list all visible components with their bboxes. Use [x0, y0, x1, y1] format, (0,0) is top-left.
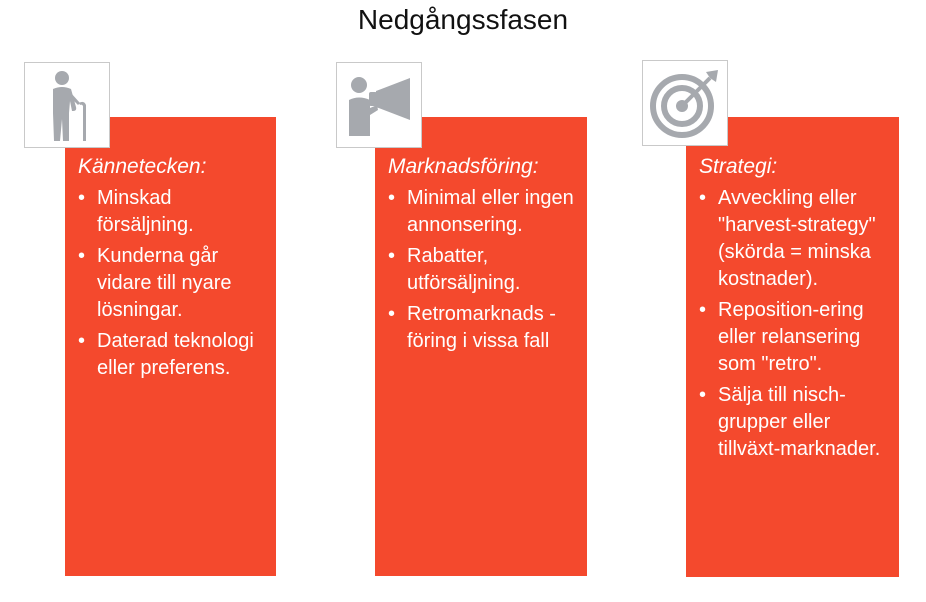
bullet-item: • Reposition-ering eller relansering som "retro". [699, 297, 889, 378]
marketing-card [375, 117, 587, 576]
bullet-list [388, 185, 577, 355]
page-title: Nedgångssfasen [357, 4, 569, 35]
card-heading: Marknadsföring: [388, 155, 539, 178]
card-heading: Strategi: [699, 155, 778, 178]
bullet-item: • Minimal eller ingen annonsering. [388, 185, 577, 239]
bullet-item: • Rabatter, utförsäljning. [388, 243, 577, 297]
bullet-item: • Kunderna går vidare till nyare lösningar. [78, 243, 266, 324]
bullet-item: • Retromarknads -föring i vissa fall [388, 301, 577, 355]
bullet-list [78, 185, 266, 382]
bullet-item: • Avveckling eller "harvest-strategy" (skörda = minska kostnader). [699, 185, 889, 293]
elderly-person-with-cane-icon [24, 62, 110, 148]
card-heading: Kännetecken: [78, 155, 207, 178]
target-with-arrow-icon [642, 60, 728, 146]
bullet-item: • Minskad försäljning. [78, 185, 266, 239]
bullet-item: • Sälja till nisch-grupper eller tillväxt-marknader. [699, 382, 889, 463]
bullet-item: • Daterad teknologi eller preferens. [78, 328, 266, 382]
characteristics-card [65, 117, 276, 576]
person-with-megaphone-icon [336, 62, 422, 148]
bullet-list [699, 185, 889, 463]
strategy-card [686, 117, 899, 577]
